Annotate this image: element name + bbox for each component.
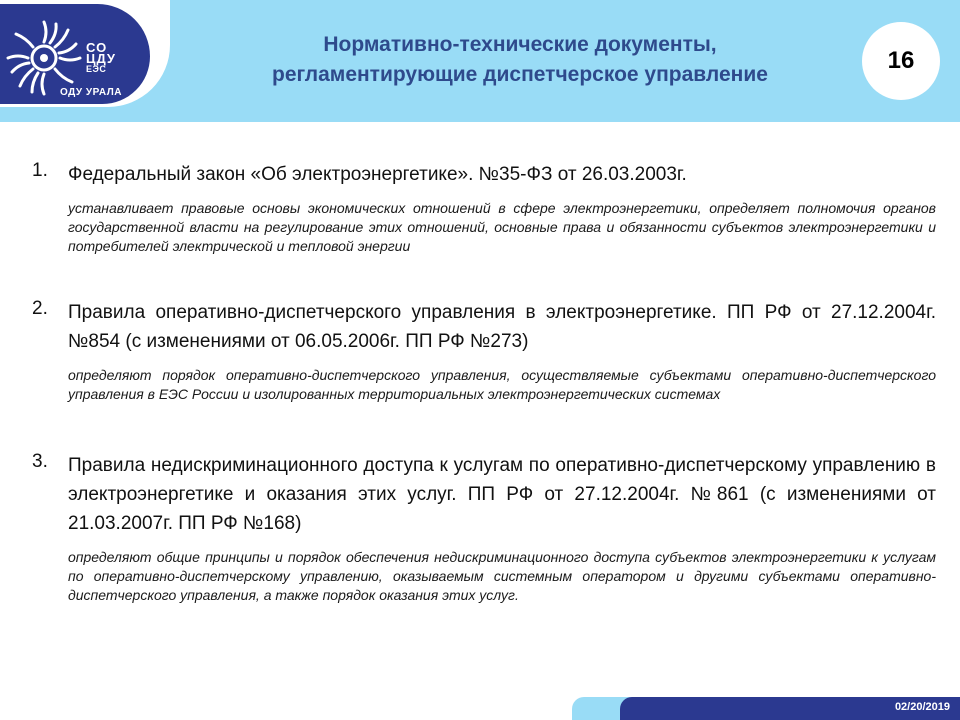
list-item-heading: Правила недискриминационного доступа к услугам по оперативно-диспетчерскому управлению в электроэнергетике и оказания этих услуг. ПП РФ от 27.12.2004г. №861 (с изменениями от 21.03.2007г. ПП РФ №168) — [68, 455, 936, 534]
sun-emblem-icon — [4, 18, 84, 98]
footer-date: 02/20/2019 — [894, 701, 950, 713]
logo-abbr-line2: ЦДУ — [86, 51, 117, 66]
list-item-number: 1. — [32, 160, 48, 181]
logo-subtitle: ОДУ УРАЛА — [60, 87, 122, 98]
logo-container — [0, 0, 170, 107]
page-title-line2: регламентирующие диспетчерское управление — [272, 63, 768, 86]
list-item-heading: Правила оперативно-диспетчерского управления в электроэнергетике. ПП РФ от 27.12.2004г. №854 (с изменениями от 06.05.2006г. ПП РФ №273) — [68, 302, 936, 352]
list-item-description: устанавливает правовые основы экономических отношений в сфере электроэнергетики, определяет полномочия органов государственной власти на регулирование этих отношений, основные права и обязанности субъектов электроэнергетики и потребителей электрической и тепловой энергии — [68, 200, 936, 254]
list-item-description: определяют общие принципы и порядок обеспечения недискриминационного доступа субъектов электроэнергетики к услугам по оперативно-диспетчерскому управлению, оказываемым системным оператором и другими субъектами оперативно-диспетчерского управления, а также порядок оказания этих услуг. — [68, 549, 936, 603]
logo — [0, 4, 150, 104]
list-item-heading: Федеральный закон «Об электроэнергетике». №35-ФЗ от 26.03.2003г. — [68, 164, 687, 185]
footer-bar — [620, 697, 960, 720]
page-number: 16 — [887, 47, 915, 74]
list-item-number: 2. — [32, 298, 48, 319]
list-item — [32, 451, 936, 605]
logo-abbr-line1: СО — [86, 40, 108, 55]
logo-abbreviation — [86, 42, 126, 75]
list-item-number: 3. — [32, 451, 48, 472]
page-title-line1: Нормативно-технические документы, — [323, 33, 717, 56]
logo-abbr-line3: ЕЭС — [86, 64, 107, 74]
list-item — [32, 160, 936, 256]
page-number-badge — [862, 22, 940, 100]
page-title — [190, 30, 850, 90]
list-item-description: определяют порядок оперативно-диспетчерского управления, осуществляемые субъектами оперативно-диспетчерского управления в ЕЭС России и изолированных территориальных электроэнергетических системах — [68, 367, 936, 402]
list-item — [32, 298, 936, 404]
